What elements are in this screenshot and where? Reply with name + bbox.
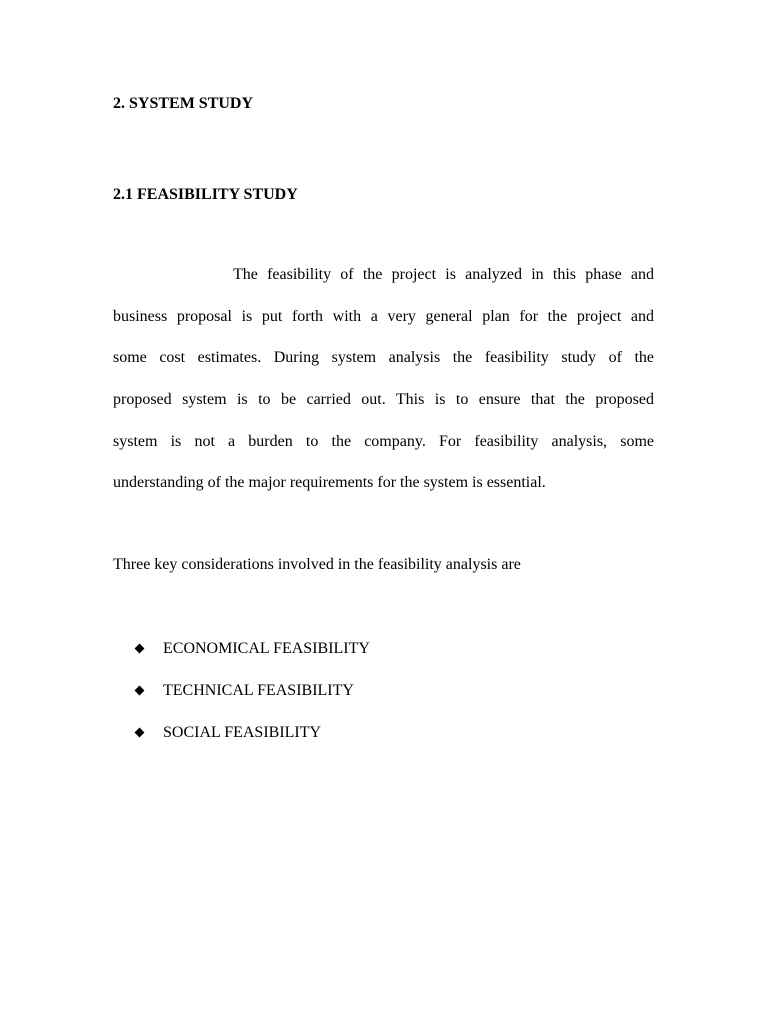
paragraph-line: understanding of the major requirements for the system is essential. bbox=[113, 474, 546, 491]
list-item-label: TECHNICAL FEASIBILITY bbox=[163, 682, 354, 699]
paragraph-line: business proposal is put forth with a very general plan for the project and bbox=[113, 308, 654, 325]
paragraph-line: proposed system is to be carried out. This is to ensure that the proposed bbox=[113, 391, 654, 408]
list-item-label: SOCIAL FEASIBILITY bbox=[163, 724, 322, 741]
subsection-title: 2.1 FEASIBILITY STUDY bbox=[113, 186, 298, 203]
list-item-label: ECONOMICAL FEASIBILITY bbox=[163, 640, 370, 657]
section-title: 2. SYSTEM STUDY bbox=[113, 95, 254, 112]
diamond-bullet-icon bbox=[135, 686, 145, 696]
paragraph-line: system is not a burden to the company. For feasibility analysis, some bbox=[113, 433, 654, 450]
paragraph-line: some cost estimates. During system analysis the feasibility study of the bbox=[113, 349, 654, 366]
paragraph-line: The feasibility of the project is analyzed in this phase and bbox=[233, 266, 654, 283]
diamond-bullet-icon bbox=[135, 728, 145, 738]
considerations-intro: Three key considerations involved in the feasibility analysis are bbox=[113, 556, 521, 573]
diamond-bullet-icon bbox=[135, 644, 145, 654]
